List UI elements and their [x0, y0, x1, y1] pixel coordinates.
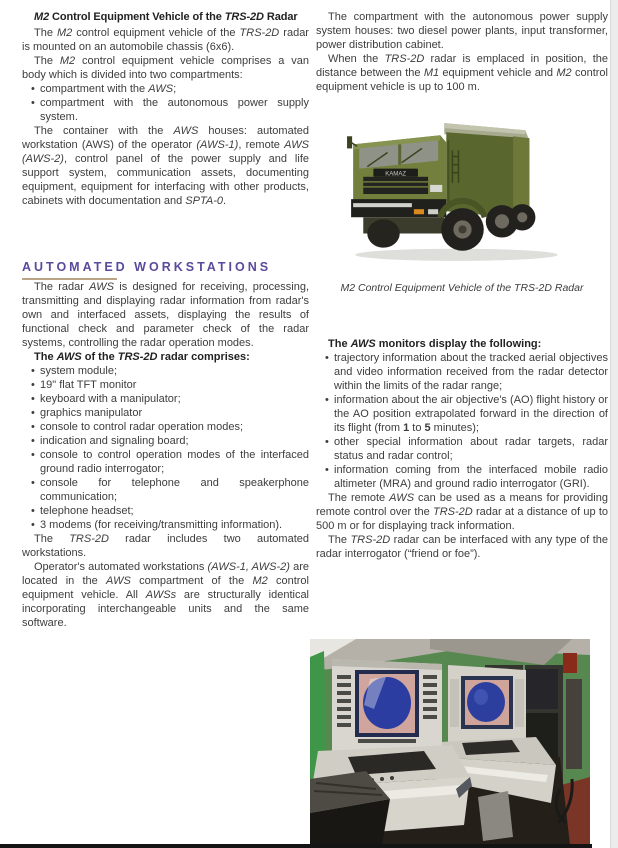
- list-item: • 3 modems (for receiving/transmitting information).: [31, 518, 309, 532]
- paragraph: The M2 control equipment vehicle of the TRS-2D radar is mounted on an automobile chassis (6x6).: [22, 27, 309, 53]
- list-item: • console to control operation modes of the interfaced ground radio interrogator;: [31, 448, 309, 476]
- section-heading-automated-workstations: AUTOMATED WORKSTATIONS: [22, 260, 272, 274]
- paragraph: The M2 control equipment vehicle comprises a van body which is divided into two compartments:: [22, 55, 309, 81]
- list-item: • graphics manipulator: [31, 406, 309, 420]
- list-item: • telephone headset;: [31, 504, 309, 518]
- truck-photo: [316, 120, 608, 295]
- truck-bumper: [351, 199, 446, 217]
- paragraph: The container with the AWS houses: automated workstation (AWS) of the operator (AWS-1), remote AWS (AWS-2), control panel of the power supply and life support system, communication assets, documenting equipment, equipment for interfacing with other products, cabinets with documentation and SPTA-0.: [22, 125, 310, 207]
- paragraph: The TRS-2D radar can be interfaced with any type of the radar interrogator (“friend or foe”).: [316, 534, 608, 560]
- page-edge-shadow: [610, 0, 618, 848]
- truck-indicator: [414, 209, 424, 214]
- list-item: • console to control radar operation modes;: [31, 420, 309, 434]
- list-item: • console for telephone and speakerphone communication;: [31, 476, 309, 504]
- list-heading: The AWS of the TRS-2D radar comprises:: [34, 351, 250, 363]
- list-item: • keyboard with a manipulator;: [31, 392, 309, 406]
- list-item: • indication and signaling board;: [31, 434, 309, 448]
- paragraph: The TRS-2D radar includes two automated workstations.: [22, 533, 309, 559]
- list-item: • trajectory information about the tracked aerial objectives and video information received from the radar detector within the limits of the radar range;: [325, 351, 608, 393]
- paragraph: When the TRS-2D radar is emplaced in position, the distance between the M1 equipment vehicle and M2 control equipment vehicle is up to 100 m.: [316, 53, 609, 93]
- list-item: • other special information about radar targets, radar status and radar control;: [325, 435, 608, 463]
- list-item: • compartment with the AWS;: [31, 82, 309, 96]
- paragraph: The compartment with the autonomous power supply system houses: two diesel power plants, input transformer, power distribution cabinet.: [316, 11, 608, 51]
- truck-illustration: [343, 120, 581, 267]
- right-column: [316, 10, 608, 561]
- list-item: • 19" flat TFT monitor: [31, 378, 309, 392]
- paragraph: The remote AWS can be used as a means for providing remote control over the TRS-2D radar at a distance of up to 500 m or for displaying track information.: [316, 492, 609, 532]
- truck-nameplate-text: KAMAZ: [385, 171, 407, 178]
- list-item: • information coming from the interfaced mobile radio altimeter (MRA) and ground radio interrogator (GRI).: [325, 463, 608, 491]
- truck-grille: [363, 177, 428, 194]
- page-title: M2 Control Equipment Vehicle of the TRS-2D Radar: [34, 11, 298, 23]
- paragraph: Operator's automated workstations (AWS-1, AWS-2) are located in the AWS compartment of the M2 control equipment vehicle. All AWSs are structurally identical incorporating interchangeable units and the same software.: [22, 561, 310, 629]
- paragraph: The radar AWS is designed for receiving, processing, transmitting and displaying radar information from radar's own and interfaced assets, displaying the results of functional check and parameter check of the radar systems, controlling the radar operation modes.: [22, 281, 310, 349]
- monitors-heading: The AWS monitors display the following:: [328, 338, 542, 350]
- aws-components-list: [22, 364, 309, 532]
- truck-caption: M2 Control Equipment Vehicle of the TRS-2D Radar: [340, 282, 584, 294]
- bottom-rule: [0, 844, 592, 848]
- list-item: • compartment with the autonomous power supply system.: [31, 96, 309, 124]
- list-item: • information about the air objective's (AO) flight history or the AO position extrapolated forward in the direction of its flight (from 1 to 5 minutes);: [325, 393, 608, 435]
- monitor-display-list: [316, 351, 608, 491]
- left-column: [22, 10, 309, 630]
- compartment-list: [22, 82, 309, 124]
- list-item: • system module;: [31, 364, 309, 378]
- aws-workstations-photo: [310, 639, 590, 845]
